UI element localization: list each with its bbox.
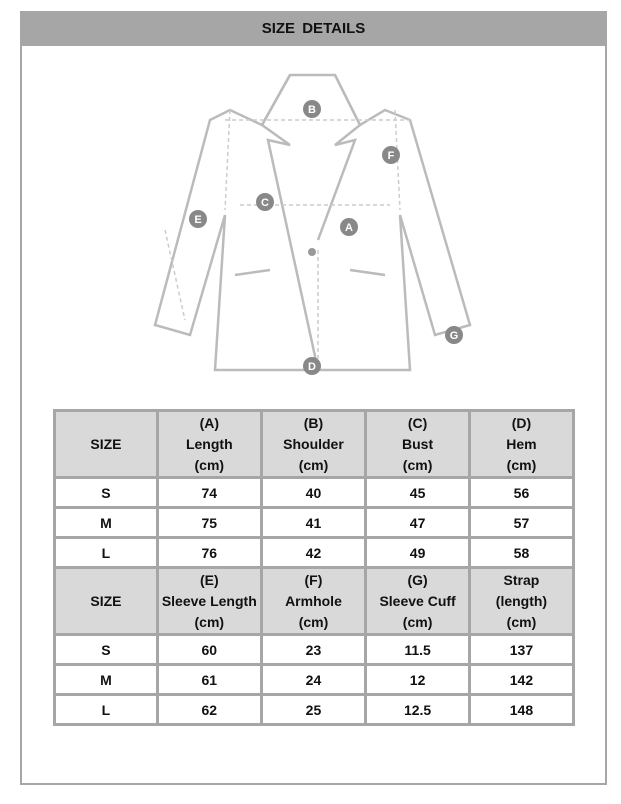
header-cell xyxy=(55,568,158,635)
table-cell: 23 xyxy=(261,635,366,665)
table-cell: 75 xyxy=(157,508,261,538)
header-text: SIZE xyxy=(90,435,122,452)
table-cell: 45 xyxy=(366,478,470,508)
marker-a: A xyxy=(345,222,353,234)
header-text: (cm) xyxy=(298,613,329,630)
marker-d: D xyxy=(308,361,316,373)
header-text: (C) xyxy=(407,414,428,431)
table-row xyxy=(55,635,574,665)
header-text: SIZE xyxy=(90,592,122,609)
size-table xyxy=(53,409,575,726)
header-cell xyxy=(261,411,366,478)
header-cell xyxy=(469,411,573,478)
table-cell: 137 xyxy=(469,635,573,665)
table-cell: 12 xyxy=(366,665,470,695)
table-row xyxy=(55,538,574,568)
table-cell: L xyxy=(55,538,158,568)
header-text: (G) xyxy=(407,571,428,588)
table-cell: 11.5 xyxy=(366,635,470,665)
header-cell xyxy=(157,411,261,478)
table-row xyxy=(55,478,574,508)
header-cell xyxy=(261,568,366,635)
marker-b: B xyxy=(308,104,316,116)
header-text: (length) xyxy=(495,592,548,609)
header-text: (D) xyxy=(511,414,532,431)
header-row xyxy=(55,411,574,478)
marker-f: F xyxy=(387,150,395,162)
table-cell: 76 xyxy=(157,538,261,568)
header-text: (cm) xyxy=(402,613,433,630)
header-cell xyxy=(157,568,261,635)
header-text: (F) xyxy=(304,571,323,588)
header-text: Armhole xyxy=(285,592,342,609)
marker-c: C xyxy=(261,197,269,209)
table-cell: 62 xyxy=(157,695,261,725)
header-cell xyxy=(366,568,470,635)
table-cell: 148 xyxy=(469,695,573,725)
page-title: SIZE DETAILS xyxy=(20,11,607,46)
table-cell: 56 xyxy=(469,478,573,508)
header-cell xyxy=(55,411,158,478)
header-text: (cm) xyxy=(506,456,537,473)
header-text: Length xyxy=(185,435,233,452)
table-cell: 60 xyxy=(157,635,261,665)
header-cell xyxy=(469,568,573,635)
table-cell: M xyxy=(55,508,158,538)
header-text: Bust xyxy=(402,435,434,452)
table-cell: 142 xyxy=(469,665,573,695)
header-row xyxy=(55,568,574,635)
table-cell: 42 xyxy=(261,538,366,568)
header-text: Sleeve Cuff xyxy=(379,592,456,609)
table-row xyxy=(55,508,574,538)
header-text: (E) xyxy=(199,571,219,588)
table-cell: S xyxy=(55,635,158,665)
header-text: (A) xyxy=(199,414,220,431)
header-text: (cm) xyxy=(506,613,537,630)
table-cell: 47 xyxy=(366,508,470,538)
table-cell: 74 xyxy=(157,478,261,508)
header-text: Shoulder xyxy=(283,435,344,452)
header-text: (cm) xyxy=(402,456,433,473)
table-cell: L xyxy=(55,695,158,725)
header-text: (cm) xyxy=(194,456,225,473)
table-cell: 58 xyxy=(469,538,573,568)
header-text: (cm) xyxy=(194,613,225,630)
header-text: Sleeve Length xyxy=(161,592,257,609)
marker-e: E xyxy=(194,214,202,226)
marker-g: G xyxy=(449,330,459,342)
table-cell: S xyxy=(55,478,158,508)
jacket-diagram xyxy=(140,60,480,385)
header-text: (B) xyxy=(303,414,324,431)
table-cell: 49 xyxy=(366,538,470,568)
table-cell: 24 xyxy=(261,665,366,695)
table-cell: 12.5 xyxy=(366,695,470,725)
table-cell: M xyxy=(55,665,158,695)
table-cell: 57 xyxy=(469,508,573,538)
table-cell: 25 xyxy=(261,695,366,725)
header-cell xyxy=(366,411,470,478)
header-text: Strap xyxy=(503,571,540,588)
table-cell: 41 xyxy=(261,508,366,538)
table-row xyxy=(55,665,574,695)
table-cell: 61 xyxy=(157,665,261,695)
table-cell: 40 xyxy=(261,478,366,508)
header-text: Hem xyxy=(506,435,537,452)
header-text: (cm) xyxy=(298,456,329,473)
table-row xyxy=(55,695,574,725)
